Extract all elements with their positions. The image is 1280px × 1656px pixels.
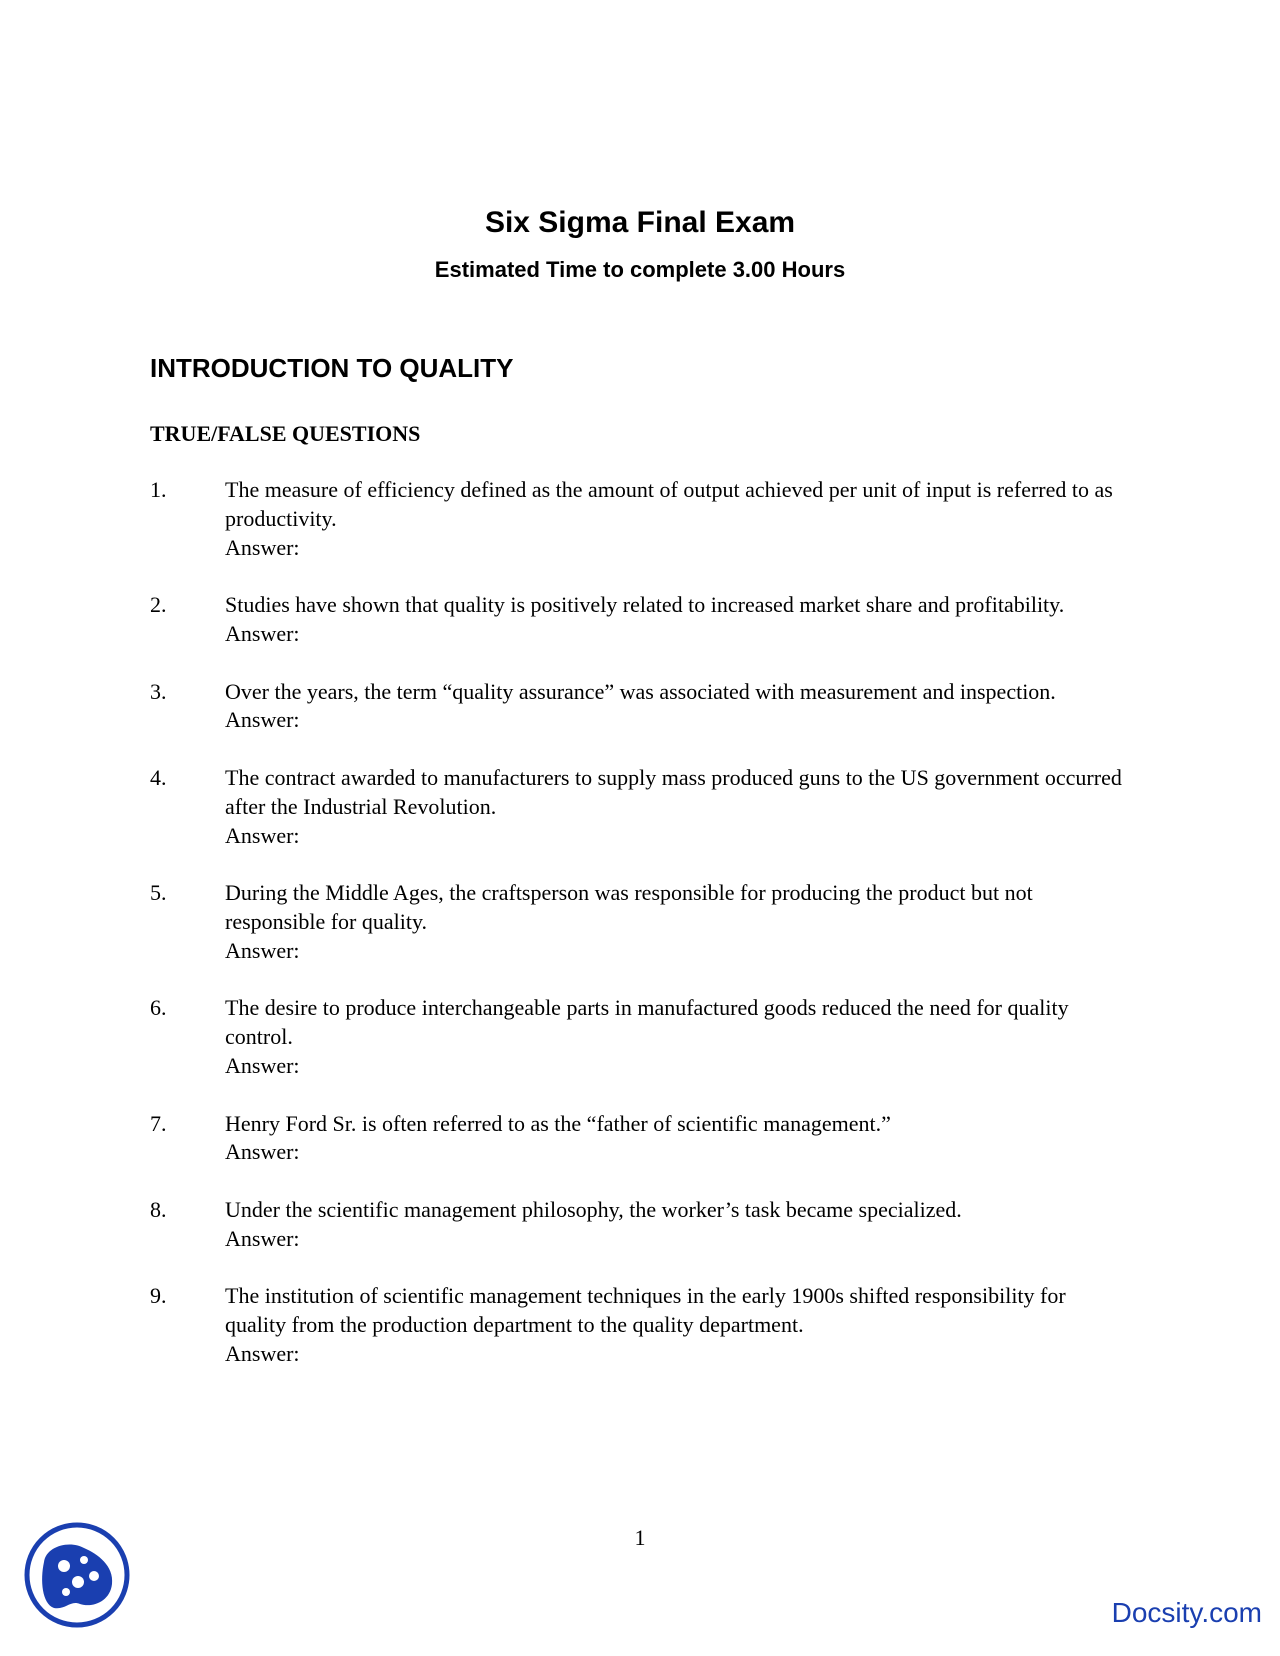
question-item [150, 591, 1130, 649]
docsity-logo-icon[interactable] [22, 1520, 132, 1630]
section-heading: INTRODUCTION TO QUALITY [150, 353, 514, 383]
answer-label: Answer: [225, 1139, 300, 1165]
question-number: 3. [150, 678, 167, 704]
question-text: The contract awarded to manufacturers to supply mass produced guns to the US government occurred after the Industrial Revolution. [225, 764, 1122, 819]
question-list [150, 476, 1130, 1398]
question-text: The desire to produce interchangeable parts in manufactured goods reduced the need for quality control. [225, 995, 1069, 1050]
subsection-heading: TRUE/FALSE QUESTIONS [150, 421, 421, 446]
docsity-brand-link[interactable]: Docsity.com [1111, 1597, 1262, 1628]
answer-label: Answer: [225, 1340, 300, 1366]
question-item [150, 1110, 1130, 1168]
question-text: Over the years, the term “quality assurance” was associated with measurement and inspection. [225, 678, 1056, 704]
question-item [150, 1196, 1130, 1254]
answer-label: Answer: [225, 707, 300, 733]
answer-label: Answer: [225, 1052, 300, 1078]
question-item [150, 678, 1130, 736]
exam-title: Six Sigma Final Exam [484, 206, 796, 239]
question-text: The measure of efficiency defined as the amount of output achieved per unit of input is referred to as productivity. [225, 477, 1113, 531]
question-number: 6. [150, 995, 167, 1021]
answer-label: Answer: [225, 1225, 300, 1251]
answer-label: Answer: [225, 620, 300, 646]
question-number: 9. [150, 1283, 167, 1309]
page-number: 1 [634, 1525, 646, 1550]
question-text: Under the scientific management philosophy, the worker’s task became specialized. [225, 1196, 962, 1222]
question-text: The institution of scientific management techniques in the early 1900s shifted responsibility for quality from the production department to the quality department. [225, 1283, 1066, 1338]
question-item [150, 1282, 1130, 1368]
question-number: 1. [150, 477, 167, 502]
question-item [150, 476, 1130, 562]
question-item [150, 879, 1130, 965]
answer-label: Answer: [225, 822, 300, 848]
question-number: 8. [150, 1196, 167, 1222]
answer-label: Answer: [225, 937, 300, 963]
question-number: 2. [150, 592, 167, 618]
question-item [150, 994, 1130, 1080]
question-number: 4. [150, 764, 167, 790]
question-item [150, 764, 1130, 850]
question-text: Studies have shown that quality is positively related to increased market share and profitability. [225, 592, 1065, 618]
exam-subtitle: Estimated Time to complete 3.00 Hours [434, 257, 846, 282]
question-text: During the Middle Ages, the craftsperson was responsible for producing the product but not responsible for quality. [225, 880, 1033, 934]
answer-label: Answer: [225, 534, 300, 560]
question-text: Henry Ford Sr. is often referred to as the “father of scientific management.” [225, 1110, 891, 1136]
question-number: 5. [150, 880, 167, 906]
question-number: 7. [150, 1110, 167, 1136]
